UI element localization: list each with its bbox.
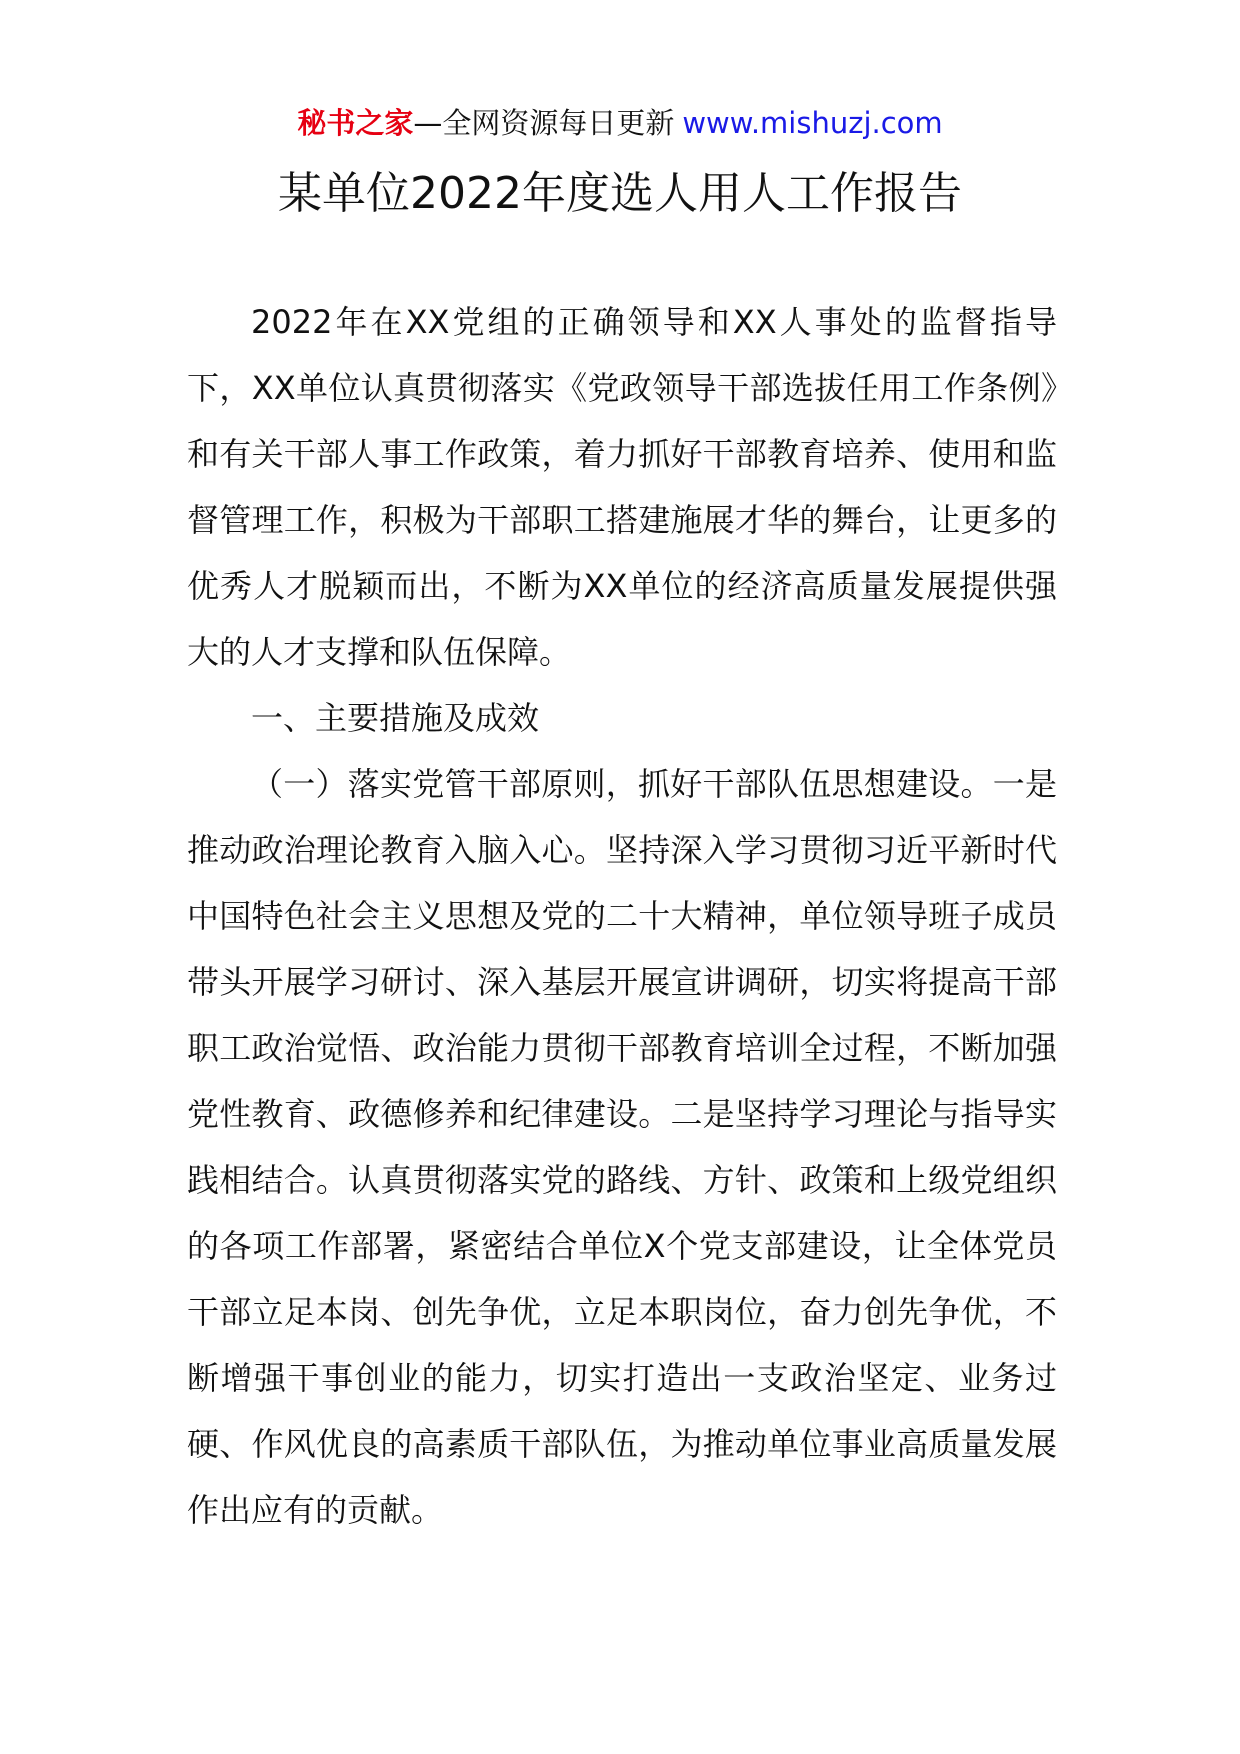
section-heading: 一、主要措施及成效 (251, 699, 540, 737)
document-title: 某单位2022年度选人用人工作报告 (278, 168, 962, 219)
site-header (0, 103, 1240, 143)
document-body (187, 289, 1057, 1543)
site-brand: 秘书之家 (297, 106, 414, 140)
body-paragraph: （一）落实党管干部原则，抓好干部队伍思想建设。一是推动政治理论教育入脑入心。坚持深入学习贯彻习近平新时代中国特色社会主义思想及党的二十大精神，单位领导班子成员带头开展学习研讨、深入基层开展宣讲调研，切实将提高干部职工政治觉悟、政治能力贯彻干部教育培训全过程，不断加强党性教育、政德修养和纪律建设。二是坚持学习理论与指导实践相结合。认真贯彻落实党的路线、方针、政策和上级党组织的各项工作部署，紧密结合单位X个党支部建设，让全体党员干部立足本岗、创先争优，立足本职岗位，奋力创先争优，不断增强干事创业的能力，切实打造出一支政治坚定、业务过硬、作风优良的高素质干部队伍，为推动单位事业高质量发展作出应有的贡献。 (187, 765, 1057, 1529)
site-tagline: —全网资源每日更新 (413, 106, 675, 140)
site-url-link[interactable]: www.mishuzj.com (682, 106, 943, 140)
intro-paragraph: 2022年在XX党组的正确领导和XX人事处的监督指导下，XX单位认真贯彻落实《党政领导干部选拔任用工作条例》和有关干部人事工作政策，着力抓好干部教育培养、使用和监督管理工作，积极为干部职工搭建施展才华的舞台，让更多的优秀人才脱颖而出，不断为XX单位的经济高质量发展提供强大的人才支撑和队伍保障。 (187, 303, 1057, 671)
